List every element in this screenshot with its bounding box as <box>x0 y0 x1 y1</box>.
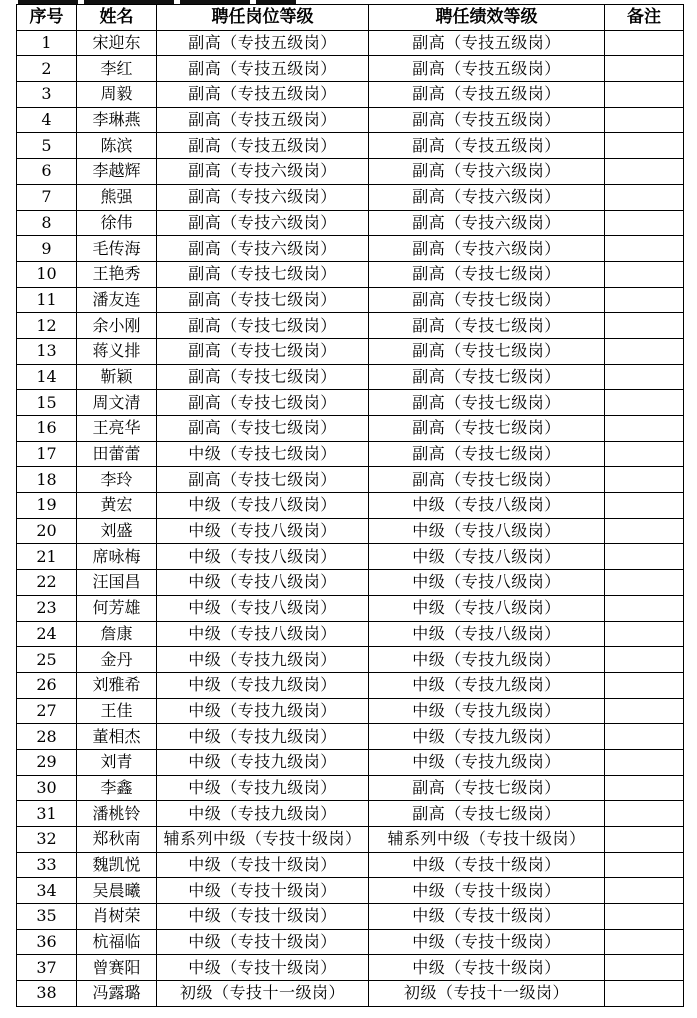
row-name: 黄宏 <box>77 493 157 519</box>
row-note <box>605 672 684 698</box>
row-position-level: 副高（专技七级岗） <box>157 364 369 390</box>
row-performance-level: 中级（专技九级岗） <box>369 672 605 698</box>
row-position-level: 副高（专技七级岗） <box>157 416 369 442</box>
row-number: 20 <box>17 518 77 544</box>
row-position-level: 中级（专技十级岗） <box>157 878 369 904</box>
row-performance-level: 中级（专技九级岗） <box>369 647 605 673</box>
row-note <box>605 416 684 442</box>
row-name: 王亮华 <box>77 416 157 442</box>
row-number: 33 <box>17 852 77 878</box>
header-seq: 序号 <box>17 5 77 31</box>
row-position-level: 副高（专技七级岗） <box>157 313 369 339</box>
row-position-level: 中级（专技七级岗） <box>157 441 369 467</box>
row-name: 李玲 <box>77 467 157 493</box>
row-position-level: 中级（专技八级岗） <box>157 595 369 621</box>
row-number: 22 <box>17 570 77 596</box>
row-name: 董相杰 <box>77 724 157 750</box>
row-number: 10 <box>17 261 77 287</box>
row-number: 35 <box>17 904 77 930</box>
row-note <box>605 518 684 544</box>
row-number: 24 <box>17 621 77 647</box>
row-number: 5 <box>17 133 77 159</box>
row-note <box>605 724 684 750</box>
row-performance-level: 中级（专技八级岗） <box>369 621 605 647</box>
table-row <box>17 724 684 750</box>
row-note <box>605 801 684 827</box>
row-performance-level: 副高（专技五级岗） <box>369 82 605 108</box>
table-row <box>17 467 684 493</box>
row-number: 6 <box>17 159 77 185</box>
table-row <box>17 441 684 467</box>
row-number: 23 <box>17 595 77 621</box>
row-performance-level: 中级（专技八级岗） <box>369 493 605 519</box>
row-performance-level: 副高（专技五级岗） <box>369 107 605 133</box>
table-row <box>17 827 684 853</box>
row-performance-level: 副高（专技七级岗） <box>369 467 605 493</box>
row-position-level: 中级（专技九级岗） <box>157 672 369 698</box>
row-position-level: 中级（专技八级岗） <box>157 621 369 647</box>
row-name: 詹康 <box>77 621 157 647</box>
table-row <box>17 364 684 390</box>
row-number: 18 <box>17 467 77 493</box>
row-name: 李鑫 <box>77 775 157 801</box>
row-name: 潘桃铃 <box>77 801 157 827</box>
row-performance-level: 副高（专技七级岗） <box>369 416 605 442</box>
row-position-level: 副高（专技六级岗） <box>157 184 369 210</box>
table-row <box>17 30 684 56</box>
row-number: 37 <box>17 955 77 981</box>
row-name: 金丹 <box>77 647 157 673</box>
row-number: 11 <box>17 287 77 313</box>
row-note <box>605 981 684 1007</box>
row-note <box>605 441 684 467</box>
header-name: 姓名 <box>77 5 157 31</box>
table-row <box>17 621 684 647</box>
row-number: 36 <box>17 929 77 955</box>
row-performance-level: 中级（专技八级岗） <box>369 518 605 544</box>
row-performance-level: 中级（专技十级岗） <box>369 878 605 904</box>
row-note <box>605 493 684 519</box>
row-name: 宋迎东 <box>77 30 157 56</box>
row-position-level: 副高（专技五级岗） <box>157 82 369 108</box>
row-note <box>605 904 684 930</box>
row-name: 李越辉 <box>77 159 157 185</box>
table-row <box>17 82 684 108</box>
row-number: 32 <box>17 827 77 853</box>
row-performance-level: 副高（专技七级岗） <box>369 364 605 390</box>
row-position-level: 副高（专技五级岗） <box>157 56 369 82</box>
row-position-level: 副高（专技七级岗） <box>157 287 369 313</box>
row-name: 熊强 <box>77 184 157 210</box>
row-name: 何芳雄 <box>77 595 157 621</box>
row-name: 周毅 <box>77 82 157 108</box>
row-name: 郑秋南 <box>77 827 157 853</box>
row-position-level: 副高（专技七级岗） <box>157 261 369 287</box>
row-performance-level: 副高（专技五级岗） <box>369 56 605 82</box>
row-position-level: 副高（专技六级岗） <box>157 236 369 262</box>
row-number: 30 <box>17 775 77 801</box>
header-note: 备注 <box>605 5 684 31</box>
row-position-level: 中级（专技八级岗） <box>157 570 369 596</box>
row-performance-level: 中级（专技九级岗） <box>369 749 605 775</box>
table-row <box>17 210 684 236</box>
row-note <box>605 338 684 364</box>
row-position-level: 副高（专技七级岗） <box>157 467 369 493</box>
row-number: 2 <box>17 56 77 82</box>
table-row <box>17 672 684 698</box>
row-position-level: 中级（专技十级岗） <box>157 929 369 955</box>
row-number: 4 <box>17 107 77 133</box>
row-number: 34 <box>17 878 77 904</box>
table-row <box>17 107 684 133</box>
table-row <box>17 775 684 801</box>
row-number: 8 <box>17 210 77 236</box>
row-performance-level: 副高（专技七级岗） <box>369 801 605 827</box>
row-note <box>605 364 684 390</box>
row-note <box>605 852 684 878</box>
row-note <box>605 775 684 801</box>
row-performance-level: 中级（专技十级岗） <box>369 929 605 955</box>
row-name: 徐伟 <box>77 210 157 236</box>
row-performance-level: 中级（专技九级岗） <box>369 698 605 724</box>
table-row <box>17 56 684 82</box>
row-note <box>605 827 684 853</box>
row-number: 1 <box>17 30 77 56</box>
table-row <box>17 493 684 519</box>
row-name: 席咏梅 <box>77 544 157 570</box>
row-name: 陈滨 <box>77 133 157 159</box>
row-performance-level: 中级（专技十级岗） <box>369 852 605 878</box>
row-performance-level: 副高（专技七级岗） <box>369 441 605 467</box>
row-position-level: 副高（专技五级岗） <box>157 107 369 133</box>
appointment-table <box>16 4 684 1007</box>
row-number: 31 <box>17 801 77 827</box>
row-performance-level: 副高（专技五级岗） <box>369 133 605 159</box>
table-row <box>17 647 684 673</box>
row-performance-level: 副高（专技七级岗） <box>369 338 605 364</box>
row-note <box>605 56 684 82</box>
table-row <box>17 698 684 724</box>
row-performance-level: 副高（专技七级岗） <box>369 775 605 801</box>
row-position-level: 副高（专技六级岗） <box>157 159 369 185</box>
row-name: 田蕾蕾 <box>77 441 157 467</box>
row-number: 21 <box>17 544 77 570</box>
row-name: 李琳燕 <box>77 107 157 133</box>
row-note <box>605 236 684 262</box>
row-name: 肖树荣 <box>77 904 157 930</box>
table-row <box>17 955 684 981</box>
row-position-level: 中级（专技十级岗） <box>157 904 369 930</box>
row-note <box>605 749 684 775</box>
row-position-level: 中级（专技九级岗） <box>157 801 369 827</box>
row-performance-level: 中级（专技八级岗） <box>369 595 605 621</box>
row-performance-level: 初级（专技十一级岗） <box>369 981 605 1007</box>
row-position-level: 中级（专技八级岗） <box>157 493 369 519</box>
table-row <box>17 159 684 185</box>
row-note <box>605 955 684 981</box>
table-row <box>17 929 684 955</box>
row-performance-level: 副高（专技七级岗） <box>369 261 605 287</box>
row-note <box>605 544 684 570</box>
table-row <box>17 518 684 544</box>
row-performance-level: 中级（专技八级岗） <box>369 570 605 596</box>
table-row <box>17 981 684 1007</box>
row-name: 刘雅希 <box>77 672 157 698</box>
table-row <box>17 749 684 775</box>
row-note <box>605 30 684 56</box>
table-row <box>17 313 684 339</box>
row-name: 杭福临 <box>77 929 157 955</box>
table-header-row <box>17 5 684 31</box>
row-name: 刘青 <box>77 749 157 775</box>
row-number: 7 <box>17 184 77 210</box>
row-position-level: 副高（专技七级岗） <box>157 390 369 416</box>
header-position-level: 聘任岗位等级 <box>157 5 369 31</box>
row-position-level: 中级（专技九级岗） <box>157 775 369 801</box>
row-number: 29 <box>17 749 77 775</box>
row-position-level: 中级（专技九级岗） <box>157 749 369 775</box>
table-body <box>17 30 684 1006</box>
table-row <box>17 338 684 364</box>
row-note <box>605 878 684 904</box>
row-performance-level: 副高（专技七级岗） <box>369 390 605 416</box>
row-performance-level: 中级（专技九级岗） <box>369 724 605 750</box>
row-number: 38 <box>17 981 77 1007</box>
row-number: 14 <box>17 364 77 390</box>
row-performance-level: 辅系列中级（专技十级岗） <box>369 827 605 853</box>
table-row <box>17 878 684 904</box>
table-row <box>17 544 684 570</box>
row-name: 魏凯悦 <box>77 852 157 878</box>
row-name: 潘友连 <box>77 287 157 313</box>
table-row <box>17 595 684 621</box>
row-note <box>605 698 684 724</box>
row-performance-level: 副高（专技六级岗） <box>369 184 605 210</box>
table-row <box>17 904 684 930</box>
row-name: 吴晨曦 <box>77 878 157 904</box>
row-position-level: 副高（专技五级岗） <box>157 30 369 56</box>
row-performance-level: 副高（专技七级岗） <box>369 313 605 339</box>
row-name: 靳颖 <box>77 364 157 390</box>
row-position-level: 中级（专技九级岗） <box>157 698 369 724</box>
row-performance-level: 副高（专技七级岗） <box>369 287 605 313</box>
row-number: 9 <box>17 236 77 262</box>
row-note <box>605 133 684 159</box>
table-row <box>17 133 684 159</box>
row-number: 15 <box>17 390 77 416</box>
row-note <box>605 647 684 673</box>
table-row <box>17 287 684 313</box>
row-position-level: 初级（专技十一级岗） <box>157 981 369 1007</box>
row-name: 汪国昌 <box>77 570 157 596</box>
row-number: 3 <box>17 82 77 108</box>
row-note <box>605 390 684 416</box>
row-name: 毛传海 <box>77 236 157 262</box>
row-name: 冯露璐 <box>77 981 157 1007</box>
row-note <box>605 467 684 493</box>
table-row <box>17 416 684 442</box>
row-number: 28 <box>17 724 77 750</box>
row-note <box>605 210 684 236</box>
row-position-level: 中级（专技九级岗） <box>157 724 369 750</box>
row-name: 余小刚 <box>77 313 157 339</box>
row-number: 12 <box>17 313 77 339</box>
table-row <box>17 852 684 878</box>
row-position-level: 副高（专技六级岗） <box>157 210 369 236</box>
row-number: 26 <box>17 672 77 698</box>
table-row <box>17 390 684 416</box>
row-name: 蒋义排 <box>77 338 157 364</box>
row-note <box>605 82 684 108</box>
table-row <box>17 184 684 210</box>
row-performance-level: 副高（专技六级岗） <box>369 210 605 236</box>
row-position-level: 中级（专技八级岗） <box>157 518 369 544</box>
row-performance-level: 中级（专技十级岗） <box>369 955 605 981</box>
row-position-level: 中级（专技九级岗） <box>157 647 369 673</box>
row-note <box>605 929 684 955</box>
header-performance-level: 聘任绩效等级 <box>369 5 605 31</box>
row-name: 周文清 <box>77 390 157 416</box>
table-row <box>17 261 684 287</box>
row-note <box>605 107 684 133</box>
row-performance-level: 副高（专技五级岗） <box>369 30 605 56</box>
row-note <box>605 287 684 313</box>
row-performance-level: 中级（专技十级岗） <box>369 904 605 930</box>
row-note <box>605 621 684 647</box>
row-note <box>605 159 684 185</box>
row-position-level: 中级（专技十级岗） <box>157 955 369 981</box>
row-note <box>605 184 684 210</box>
row-note <box>605 261 684 287</box>
row-position-level: 中级（专技十级岗） <box>157 852 369 878</box>
row-position-level: 副高（专技五级岗） <box>157 133 369 159</box>
table-row <box>17 570 684 596</box>
row-number: 27 <box>17 698 77 724</box>
row-number: 17 <box>17 441 77 467</box>
row-performance-level: 副高（专技六级岗） <box>369 159 605 185</box>
row-name: 刘盛 <box>77 518 157 544</box>
row-performance-level: 中级（专技八级岗） <box>369 544 605 570</box>
table-row <box>17 236 684 262</box>
row-note <box>605 313 684 339</box>
row-name: 曾赛阳 <box>77 955 157 981</box>
row-number: 13 <box>17 338 77 364</box>
row-performance-level: 副高（专技六级岗） <box>369 236 605 262</box>
row-note <box>605 595 684 621</box>
row-number: 19 <box>17 493 77 519</box>
row-position-level: 辅系列中级（专技十级岗） <box>157 827 369 853</box>
row-number: 25 <box>17 647 77 673</box>
row-name: 王佳 <box>77 698 157 724</box>
row-name: 李红 <box>77 56 157 82</box>
table-row <box>17 801 684 827</box>
row-position-level: 中级（专技八级岗） <box>157 544 369 570</box>
row-number: 16 <box>17 416 77 442</box>
row-name: 王艳秀 <box>77 261 157 287</box>
row-position-level: 副高（专技七级岗） <box>157 338 369 364</box>
row-note <box>605 570 684 596</box>
